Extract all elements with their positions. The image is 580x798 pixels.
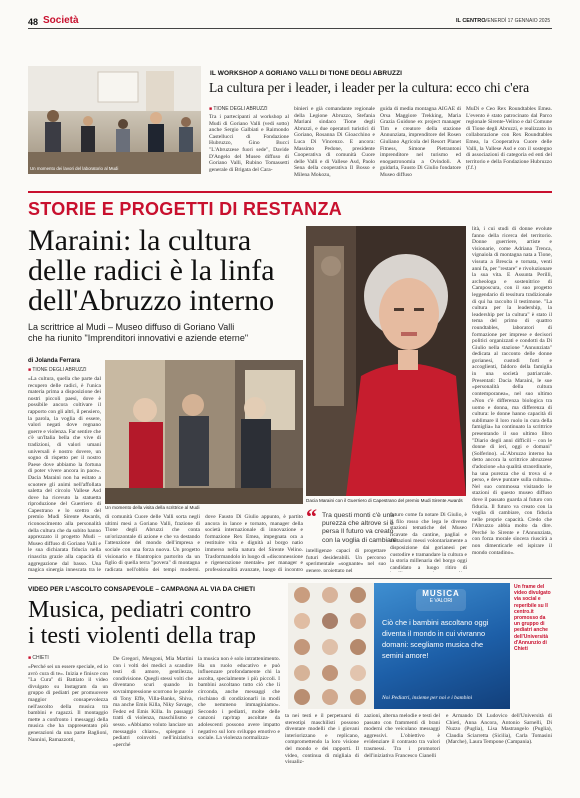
video-panel — [374, 583, 510, 709]
main-location: ■ TIONE DEGLI ABRUZZI — [28, 367, 87, 373]
bottom-col-1: «Perché sei un essere speciale, ed io avrò cura di te». Inizia e finisce con "La Cura" di Battiato il video divulgato su Instagram da un gruppo di pediatri per promuovere maggior consapevolezza nell'ascolto della musica tra bambini e ragazzi. Il montaggio mette a confronto i messaggi della musica che ha rappresentato più generazioni da una parte Baglioni, Nannini, Ramazzotti, — [28, 664, 108, 743]
bottom-title-line-1: Musica, pediatri contro — [28, 597, 252, 623]
video-frame — [288, 583, 510, 709]
main-col-3: dove Fausto Di Giulio appunto, è partito ancora in lance e tornato, manager della società internazionale di innovazione e formazione Rex Emea, impegnata ora a restituire vita e dignità al borgo natio immerso nella natura del Sirente Velino. Trasformandolo in luogo di «disconnessione e rigenerazione mentale» per manager e professionalità avanzate, luogo di incontro — [205, 514, 303, 572]
video-footer: Noi Pediatri, insieme per noi e i bambini — [382, 695, 473, 701]
bottom-col-4: ta nei testi e il perpetuarsi di stereotipi maschilisti possono diventare modelli che i giovani interiorizzano e replicano, compromettendo la loro visione del mondo e dei rapporti. Il video, continua di migliaia di visualiz- — [285, 713, 359, 766]
portrait-photo-art — [306, 226, 466, 496]
video-message-line-2: diventa il mondo in cui vivranno — [382, 629, 486, 638]
main-title — [28, 226, 303, 316]
main-col-2: di comunità Cuore delle Valli sorta negli ultimi mesi a Goriano Valli, frazione di Tione degli Abruzzi che conta un'orizzontale di azione e che va destando l'attenzione del mondo dell'impresa e sociale con una forza nuova. Un progetto visionario e filantropico partorito da un figlio di quella terra "povera" di montagna radicata nell'obbìo dei tempi moderni. — [105, 514, 200, 572]
visit-photo-caption: Un momento della visita della scrittrice al Mudi — [105, 505, 200, 510]
header-rule — [28, 28, 552, 29]
page-number: 48 — [28, 17, 39, 27]
workshop-col-3: guida di media montagna AIGAE di Orsa Maggiore Trekking, Maria Grazia Guidone ex project manager Tim e creatore della stazione Annunziata, imprenditore del Rosen Giuliano Agricola del Resort Planet Fitness, Simone Pietrantoni imprenditore nel turismo ed enogastronomia a Ovindoli. A guidarla, Fausto Di Giulio fondatore Museo diffuso — [380, 106, 461, 178]
workshop-photo-art — [28, 66, 201, 174]
main-title-line-1: Maraini: la cultura — [28, 224, 252, 257]
workshop-location: ■ TIONE DEGLI ABRUZZI — [209, 106, 268, 112]
main-col-5: futuro come fa notare Di Giulio, è il filo rosso che lega le diverse stazioni tematiche del Museo ricavate da cantine, pagliai e abitazioni messi volontariamente a disposizione dai gorianesi per custodire e tramandare la cultura e la storia millenaria del borgo oggi candidato a luogo ritiro di — [390, 512, 467, 571]
bottom-kicker: VIDEO PER L'ASCOLTO CONSAPEVOLE – CAMPAGNA AL VIA DA CHIETI — [28, 586, 255, 593]
main-subtitle-line-2: che ha riunito "Imprenditori innovativi e aziende eterne" — [28, 333, 249, 343]
quote-mark: “ — [306, 504, 317, 529]
workshop-title: La cultura per i leader, i leader per la cultura: ecco chi c'era — [209, 80, 530, 95]
workshop-location-text: TIONE DEGLI ABRUZZI — [213, 106, 268, 112]
bottom-col-6: e Armando Di Ludovico dell'Università di Chieti, Anna Ancora, Antonio Sarnelli, Di Nuzzo (Puglia), Lisa Mastrangelo (Puglia), Claudia Sciarretta (Sicilia), Carla Tomasini (Marche), Laura Tempone (Campania). — [446, 713, 552, 746]
video-logo — [416, 589, 466, 611]
video-message-line-4: semini amore! — [382, 651, 429, 660]
video-title-line-1: MUSICA — [422, 589, 460, 598]
visit-photo-art — [105, 360, 303, 504]
workshop-kicker: IL WORKSHOP A GORIANO VALLI DI TIONE DEGLI ABRUZZI — [210, 70, 403, 77]
maraini-visit-photo — [105, 360, 303, 504]
workshop-col-1: Tra i partecipanti al workshop al Mudi di Goriano Valli (vedi sotto) anche Sergio Galbiati e Raimondo Castellucci di Fondazione Hubruzzo, Gino Bucci "L'Abruzzese fuori sede", Davide D'Angelo del Museo diffuso di Goriano Valli, Rubino Tomassetti generale di Brigata del Cara- — [209, 114, 289, 173]
newspaper-name: IL CENTRO — [456, 18, 486, 24]
section-banner: STORIE E PROGETTI DI RESTANZA — [28, 199, 343, 219]
main-col-4: intelligenze capaci di progettare futuri desiderabili. Un percorso sperimentale «sognante» nel suo genere, proiettato nel — [306, 548, 386, 572]
pediatrician-faces-grid — [288, 583, 374, 709]
bottom-title — [28, 597, 288, 649]
workshop-photo-caption: Un momento dei lavori del laboratorio al Mudi — [30, 166, 119, 171]
page-header — [0, 0, 580, 30]
bottom-title-line-2: i testi violenti della trap — [28, 623, 256, 649]
video-sidebar-caption: Un frame del video divulgato via social e reperibile su Il centro.it promosso da un gruppo di pediatri anche dell'Università d'Annunzio di Chieti — [514, 584, 551, 653]
workshop-photo — [28, 66, 201, 174]
video-message-line-1: Ciò che i bambini ascoltano oggi — [382, 618, 489, 627]
video-message — [382, 617, 508, 661]
workshop-col-4: MuDi e Ceo Rex Roundtables Emea. L'evento è stato patrocinato dal Parco regionale Sirente-Velino e dal Comune di Tione degli Abruzzi, e realizzato in collaborazione con Rex Roundtables Emea, la Cooperativa Cuore delle Valli, la Vallese Asd e con il sostegno di associazioni di categoria ed enti del territorio e della Fondazione Hubruzzo (f.f.) — [466, 106, 552, 172]
bottom-col-3: la musica non è solo intrattenimento. Ha un ruolo educativo e può influenzare profondamente chi la ascolta, specialmente i più piccoli. I bambini ascoltano tutto ciò che li circonda, anche messaggi che rischiano di condizionarli in modi che nemmeno immaginiamo». Secondo i pediatri, molte delle canzoni rap/trap ascoltate da adolescenti possono avere impatto negativo sul loro sviluppo emotivo e sociale. La violenza normalizza- — [198, 656, 280, 742]
section-name: Società — [43, 15, 79, 26]
faces-art — [288, 583, 374, 709]
main-col-1: «La cultura, quella che parte dal recupero delle radici, è l'unica materia prima a disposizione dei nostri piccoli paesi, dove è possibile ancora coltivare il rapporto con gli altri, il pensiero, la parola, la voglia di essere, valori negati dove regnano guerre e violenza. Far sentire che c'è un'Italia bella che vive di tradizioni, di valori umani universali è nostro dovere, un sogno di rispetto per il nostro Paese dove abbiamo la fortuna di poter vivere ancora in pace». Dacia Maraini non ha esitato a scuotere gli animi nell'affollata saletta del circolo Vallese Asd dove ha ricevuto la statuetta riproduzione del Guerriero di Capestrano e lo scettro del premio Mudi Sirente Awards, riconoscimento alla personalità della cultura che da subito hanno apprezzato il progetto Mudi – Museo diffuso di Goriano Valli e le sua dichiarata fiducia nella rinascita grazie alla capacità di aggregazione dal basso. Una magica sinergia innescata tra le — [28, 376, 101, 572]
workshop-col-2: binieri e già comandante regionale della Legione Abruzzo, Stefania Mariani sindaco Tione degli Abruzzi, e due operatori turistici di Goriano, Rosanna Di Gioacchino e Luca Di Vincenzo. E ancora: Massimo Pedone, presidente Cooperativa di comunità Cuore delle Valli e di Vallese Asd, Paolo Sena della cooperativa Il Bosso e Milena Mokozu, — [294, 106, 375, 178]
portrait-photo-caption: Dacia Maraini con il Guerriero di Capestrano del premio Mudi Sirente Awards — [306, 498, 463, 503]
main-title-line-2: delle radici è la linfa — [28, 254, 275, 287]
maraini-portrait-photo — [306, 226, 466, 496]
byline: di Jolanda Ferrara — [28, 358, 81, 364]
main-title-line-3: dell'Abruzzo interno — [28, 284, 275, 317]
main-location-text: TIONE DEGLI ABRUZZI — [32, 367, 87, 373]
bottom-location-text: CHIETI — [32, 655, 49, 661]
main-col-6: lità, i cui studi di donne evolute fanno della ricerca del territorio. Donne guerriere, artiste e visionarie, come Adriana Trenca, vignaiola di montagna nata a Tione, vissuta a Brescia e tornata, venti anni fa, per "restare" e rivoluzionare la sua vita. E Assunta Perilli, archeologa e sostenitrice di Camposcura, con il suo progetto leggendario di tessitura tradizionale di qui ha raccolto il testimone. "La cultura per la leadership, la leadership per la cultura" è stato il tema del primo di quattro roundtables, laboratori di formazione per imprese e decisori politici organizzati e condotti da Di Giulio nella stazione "Annunziata" dedicata al racconto delle donne gorianesi, custodi forti e accoglienti, faldoro della famiglia in una società patriarcale. Presentati: Dacia Maraini, le sue «personalità della cultura contemporanea», nel suo ultimo — [472, 226, 552, 396]
bottom-location: ■ CHIETI — [28, 655, 49, 661]
banner-rule — [28, 191, 552, 193]
bottom-col-5: zazioni, alterna melodie e testi del passato con frammenti di brani moderni che veicolano messaggi aggressivi. L'obiettivo è evidenziare il contrasto tra valori trasmessi. Tra i promotori dell'iniziativa Francesco Cianelli — [364, 713, 440, 759]
bottom-rule — [28, 578, 552, 579]
issue-date: VENERDÌ 17 GENNAIO 2025 — [484, 18, 551, 24]
quote-text: Tra questi monti c'è una purezza che altrove si è persa Il futuro va creato con la voglia di cambiare — [322, 512, 397, 544]
main-subtitle — [28, 322, 248, 344]
video-title-line-2: E VALORI — [429, 598, 453, 604]
main-subtitle-line-1: La scrittrice al Mudi – Museo diffuso di Goriano Valli — [28, 322, 235, 332]
bottom-col-2: De Gregori, Mengoni, Mia Martini con i volti dei medici a scandire testi di amore, gentilezza, condivisione. Quegli stessi volti che diventano scuri quando in sovraimpressione scorrono le parole di Tony Effe, Villa-Banks, Shiva, ma anche Emis Killa, Niky Savage, Fedez ed Emis Killa. In passaggi tratti di violenza, maschilismo e sesso. «Abbiamo voluto lanciare un messaggio chiaro», spiegano i pediatri coinvolti nell'iniziativa «perché — [113, 656, 193, 748]
main-col-7: «Non c'è differenza biologica tra uomo e donna, ma differenza di cultura: le donne hanno capacità di sublimare il loro ruolo in cura della famiglia» ha continuato la scrittrice presentando il suo ultimo libro "Diario degli anni difficili – con le donne di ieri, oggi e domani" (Solferino). «L'Abruzzo interno ha detto ancora la scrittrice abruzzese d'adozione «ha qualità straordinarie, ha una purezza che si trova sì e perso, e deve puntare sulla cultura». Nel suo commossa visitando le stazioni di questo museo diffuso dove il passato guarda al futuro con fiducia. Il futuro va creato con la voglia di cambiare, con fiducia nelle proprie capacità. Credo che l'Abruzzo abbia molto da dire. Perché lo Sirente e l'Annunziata, con forza morale sincera riuscirà a non dimenticarle ed ispirare il mondo contadino». — [472, 398, 552, 556]
video-message-line-3: domani: scegliamo musica che — [382, 640, 484, 649]
